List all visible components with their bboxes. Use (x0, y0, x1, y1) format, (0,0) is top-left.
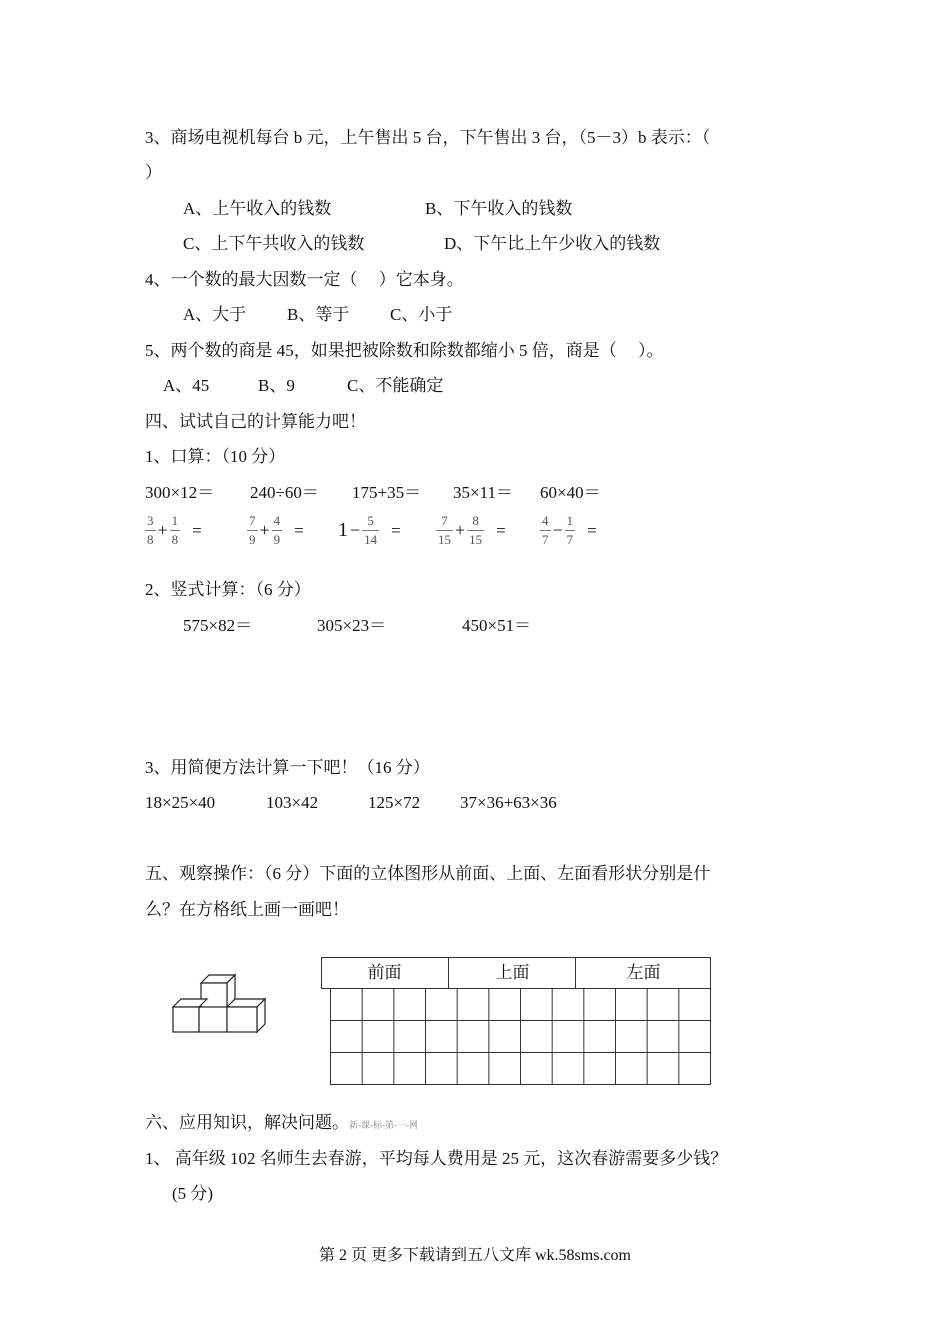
simple-item-3: 125×72 (368, 793, 421, 812)
oral-item-1: 300×12＝ (145, 483, 215, 502)
section4-title: 四、试试自己的计算能力吧！ (145, 412, 366, 431)
fraction-expr-4 (436, 514, 506, 547)
fraction (145, 514, 156, 547)
numerator: 4 (272, 514, 283, 531)
q3-stem-line2: ） (145, 163, 162, 182)
equals-sign: = (294, 520, 304, 540)
equals-sign: = (496, 520, 506, 540)
header-top: 上面 (495, 963, 530, 982)
denominator: 9 (273, 532, 281, 547)
stacked-cubes-figure (168, 968, 272, 1036)
fraction (362, 514, 379, 547)
fraction-expr-1 (145, 514, 202, 547)
numerator: 1 (565, 514, 576, 531)
q3-option-c: C、上下午共收入的钱数 (183, 234, 365, 253)
cube-front-face (199, 1007, 227, 1032)
fraction (565, 514, 576, 547)
vertical-item-2: 305×23＝ (317, 616, 387, 635)
numerator: 5 (362, 514, 379, 531)
fraction (272, 514, 283, 547)
denominator: 15 (438, 532, 451, 547)
q5-stem: 5、两个数的商是 45，如果把被除数和除数都缩小 5 倍，商是（ ）。 (145, 341, 664, 360)
whole-number: 1 (338, 519, 348, 541)
operator: − (350, 520, 361, 540)
oral-item-5: 60×40＝ (540, 483, 601, 502)
q3-option-a: A、上午收入的钱数 (183, 199, 332, 218)
denominator: 7 (566, 532, 574, 547)
q4-option-c: C、小于 (390, 305, 453, 324)
fraction (540, 514, 551, 547)
q3-stem-line1: 3、商场电视机每台 b 元，上午售出 5 台，下午售出 3 台，（5－3）b 表示：（ (145, 128, 711, 147)
denominator: 8 (147, 532, 154, 547)
numerator: 7 (436, 514, 453, 531)
q5-option-a: A、45 (163, 376, 210, 395)
numerator: 7 (247, 514, 258, 531)
drawing-grid-area (320, 956, 712, 1091)
fraction-expr-2 (247, 514, 304, 547)
fraction-expr-5 (540, 514, 597, 547)
q4-stem: 4、一个数的最大因数一定（ ）它本身。 (145, 270, 464, 289)
numerator: 8 (467, 514, 484, 531)
header-left: 左面 (626, 963, 661, 982)
header-front: 前面 (367, 963, 402, 982)
operator: − (552, 520, 563, 540)
fraction (436, 514, 453, 547)
operator: + (259, 520, 270, 540)
q5-option-b: B、9 (258, 376, 295, 395)
denominator: 7 (542, 532, 549, 547)
cube-front-face (201, 983, 227, 1008)
watermark-text: 新-课-标-第-一-网 (349, 1120, 418, 1130)
vertical-item-1: 575×82＝ (183, 616, 253, 635)
vertical-item-3: 450×51＝ (462, 616, 532, 635)
fraction (247, 514, 258, 547)
q4-option-a: A、大于 (183, 305, 247, 324)
operator: + (455, 520, 466, 540)
oral-item-3: 175+35＝ (352, 483, 422, 502)
simple-item-1: 18×25×40 (145, 793, 216, 812)
problem1-line2: (5 分) (172, 1184, 214, 1203)
section6-title-text: 六、应用知识，解决问题。 (145, 1113, 349, 1132)
cube-front-face (227, 1007, 257, 1032)
simple-item-4: 37×36+63×36 (460, 793, 557, 812)
q4-option-b: B、等于 (287, 305, 350, 324)
denominator: 15 (469, 532, 483, 547)
q3-option-b: B、下午收入的钱数 (425, 199, 573, 218)
vertical-calc-title: 2、竖式计算：（6 分） (145, 580, 311, 599)
equals-sign: = (192, 520, 202, 540)
operator: + (157, 520, 168, 540)
page-footer: 第 2 页 更多下载请到五八文库 wk.58sms.com (318, 1247, 631, 1264)
cube-front-face (173, 1007, 199, 1032)
simple-item-2: 103×42 (266, 793, 319, 812)
simple-calc-title: 3、用简便方法计算一下吧！（16 分） (145, 758, 430, 777)
grid-inner-lines (331, 989, 711, 1085)
section5-title-line1: 五、观察操作：（6 分）下面的立体图形从前面、上面、左面看形状分别是什 (145, 864, 711, 883)
denominator: 9 (249, 532, 256, 547)
numerator: 3 (145, 514, 156, 531)
fraction (170, 514, 181, 547)
fraction-expr-3 (338, 514, 401, 547)
oral-item-4: 35×11＝ (453, 483, 513, 502)
section6-title (145, 1112, 418, 1136)
section5-title-line2: 么？在方格纸上画一画吧！ (145, 900, 349, 919)
oral-item-2: 240÷60＝ (250, 483, 319, 502)
equals-sign: = (391, 520, 401, 540)
q3-option-d: D、下午比上午少收入的钱数 (444, 234, 661, 253)
q5-option-c: C、不能确定 (347, 376, 444, 395)
equals-sign: = (587, 520, 597, 540)
fraction (467, 514, 484, 547)
denominator: 8 (171, 532, 179, 547)
numerator: 4 (540, 514, 551, 531)
oral-calc-title: 1、口算：（10 分） (145, 447, 286, 466)
numerator: 1 (170, 514, 181, 531)
denominator: 14 (364, 532, 378, 547)
problem1-line1: 1、 高年级 102 名师生去春游，平均每人费用是 25 元，这次春游需要多少钱？ (145, 1149, 728, 1168)
